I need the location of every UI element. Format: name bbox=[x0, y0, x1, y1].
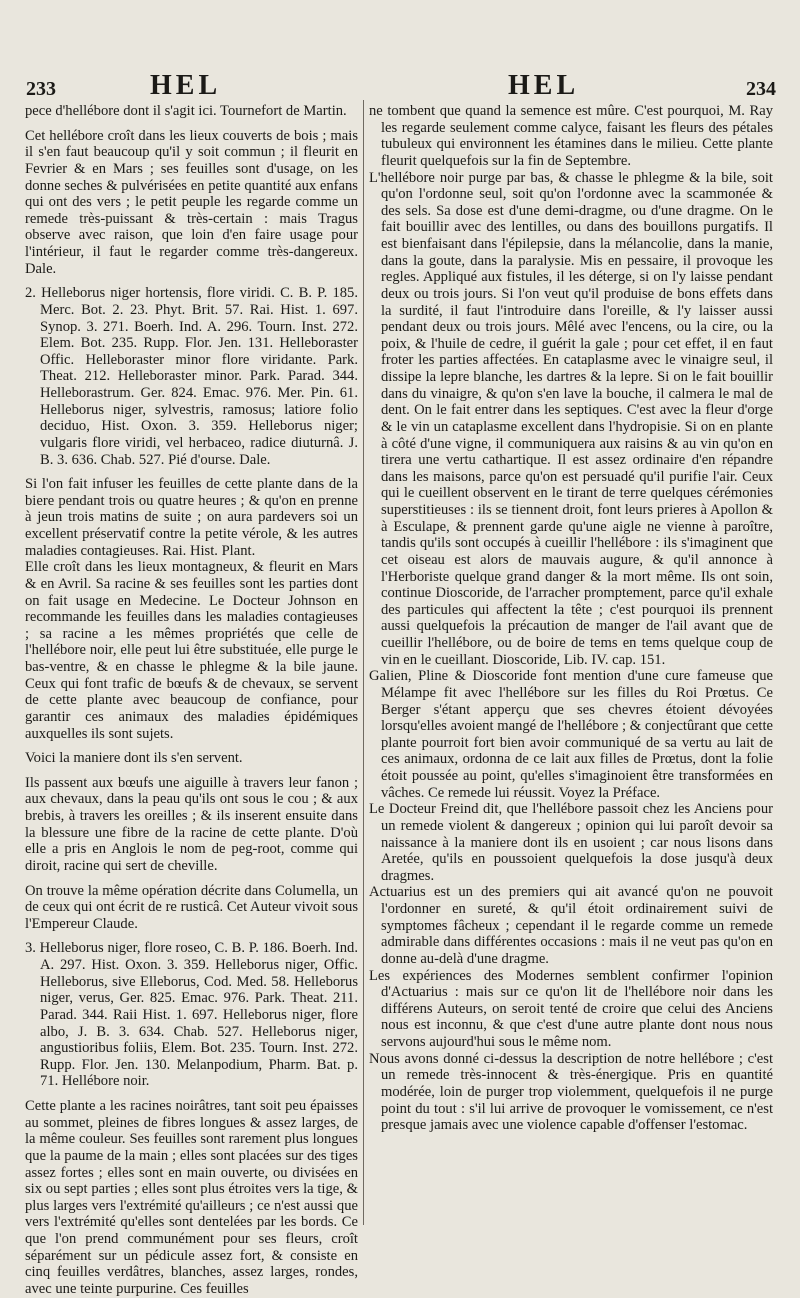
headword-right: HEL bbox=[508, 70, 580, 101]
paragraph: Cet hellébore croît dans les lieux couverts de bois ; mais il s'en faut beaucoup qu'il y soit commun ; il fleurit en Fevrier & en Mars ; ses feuilles sont d'usage, on les donne seches & pulvérisées en petite quantité aux enfans qui ont des vers ; le petit peuple les regarde comme un remede très-puissant & très-certain : mais Tragus observe avec raison, que loin d'en faire usage pour l'intérieur, il faut le regarder comme très-dangereux. Dale. bbox=[25, 127, 358, 277]
paragraph: Galien, Pline & Dioscoride font mention d'une cure fameuse que Mélampe fit avec l'hellébore sur les filles du Roi Prœtus. Ce Berger s'étant apperçu que ses chevres étoient dévoyées lorsqu'elles avoient mangé de l'hellébore ; & conjectûrant que cette plante pourroit fort bien avoir communiqué de sa vertu au lait de ces animaux, ordonna de ce lait aux filles de Prœtus, dont la folie étoit poussée au point, qu'elles s'imaginoient être transformées en vâches. Ce remede lui réussit. Voyez la Préface. bbox=[369, 668, 773, 801]
paragraph: Elle croît dans les lieux montagneux, & fleurit en Mars & en Avril. Sa racine & ses feuilles sont les parties dont on fait usage en Medecine. Le Docteur Johnson en recommande les feuilles dans les maladies contagieuses ; sa racine a les mêmes propriétés que celle de l'hellébore noir, elle peut lui être substituée, elle purge le bas-ventre, & en chasse le phlegme & la bile jaune. Ceux qui font trafic de bœufs & de chevaux, se servent de cette plante avec beaucoup de confiance, pour garantir ces animaux des maladies épidémiques auxquelles ils sont sujets. bbox=[25, 559, 358, 742]
paragraph: Actuarius est un des premiers qui ait avancé qu'on ne pouvoit l'ordonner en sureté, & qu'il étoit ordinairement suivi de symptomes fâcheux ; cependant il le regarde comme un remede admirable dans différentes occasions : mais il ne veut pas qu'on en donne au-delà d'une dragme. bbox=[369, 884, 773, 967]
paragraph: Ils passent aux bœufs une aiguille à travers leur fanon ; aux chevaux, dans la peau qu'ils ont sous le cou ; & aux brebis, à travers les oreilles ; & ils inserent ensuite dans la blessure une fibre de la racine de cette plante. D'où elle a pris en Anglois le nom de peg-root, comme qui diroit, racine qui sert de cheville. bbox=[25, 774, 358, 874]
paragraph: pece d'hellébore dont il s'agit ici. Tournefort de Martin. bbox=[25, 103, 347, 119]
column-divider bbox=[363, 100, 364, 1225]
page-number-left: 233 bbox=[26, 78, 56, 100]
paragraph: L'hellébore noir purge par bas, & chasse le phlegme & la bile, soit qu'on l'ordonne seul, soit qu'on l'ordonne avec la scammonée & des sels. Sa dose est d'une demi-dragme, ou d'une dragme. On le fait bouillir avec des lentilles, ou dans des bouillons purgatifs. Il est bienfaisant dans l'épilepsie, dans la mélancolie, dans la manie, dans la goute, dans la paralysie. Mis en pessaire, il provoque les regles. Appliqué aux fistules, il les déterge, si on l'y laisse pendant deux ou trois jours. Si l'on veut qu'il produise de bons effets dans la surdité, il faut l'introduire dans l'oreille, & l'y laisser aussi pendant deux ou trois jours. Mêlé avec l'encens, ou la cire, ou la poix, & l'huile de cedre, il guérit la gale ; pour cet effet, il en faut froter les parties affectées. En cataplasme avec le vinaigre seul, il dissipe la lepre blanche, les dartres & la lepre. Si on le fait bouillir dans du vinaigre, & qu'on s'en lave la bouche, il calmera le mal de dent. On le fait entrer dans les septiques. C'est avec la fleur d'orge & le vin un cataplasme excellent dans l'hydropisie. Si on en plante à côté d'une vigne, il communiquera aux raisins & au vin qu'on en tirera une vertu cathartique. Il est assez ordinaire d'en répandre dans les maisons, parce qu'on est persuadé qu'il purifie l'air. Ceux qui le cueillent observent en le tirant de terre quelques cérémonies superstitieuses : ils se tiennent droit, font leurs prieres à Apollon & à Esculape, & prennent garde qu'une aigle ne vienne à paroître, tandis qu'ils sont occupés à cueillir l'hellébore : ils s'imaginent que cet oiseau est alors de mauvais augure, & qu'il annonce à l'Herboriste quelque grand danger & la mort même. Ils ont soin, continue Dioscoride, de l'arracher promptement, parce qu'il exhale des particules qui affectent la tête ; c'est pourquoi ils prennent aussi quelquefois la précaution de manger de l'ail avant que de cueillir l'hellébore, ou de boire de tems en tems quelque coup de vin en le cueillant. Dioscoride, Lib. IV. cap. 151. bbox=[369, 169, 773, 668]
paragraph: ne tombent que quand la semence est mûre. C'est pourquoi, M. Ray les regarde seulement comme calyce, faisant les fleurs des pétales tubuleux qui environnent les étamines dans le milieu. Cette plante fleurit quelquefois sur la fin de Septembre. bbox=[369, 103, 773, 169]
paragraph: Si l'on fait infuser les feuilles de cette plante dans de la biere pendant trois ou quatre heures ; & qu'on en prenne à jeun trois matins de suite ; on aura pardevers soi un excellent préservatif contre la petite vérole, & les autres maladies contagieuses. Rai. Hist. Plant. bbox=[25, 476, 358, 559]
paragraph: Nous avons donné ci-dessus la description de notre hellébore ; c'est un remede très-innocent & très-énergique. Pris en quantité modérée, loin de purger trop violemment, quelquefois il ne purge point du tout : s'il lui arrive de provoquer le vomissement, ce n'est presque jamais avec une violence capable d'offenser l'estomac. bbox=[369, 1050, 773, 1134]
paragraph: 3. Helleborus niger, flore roseo, C. B. P. 186. Boerh. Ind. A. 297. Hist. Oxon. 3. 359. Helleborus niger, Offic. Helleborus, sive Elleborus, Cod. Med. 58. Helleborus niger, verus, Ger. 825. Emac. 976. Park. Theat. 211. Parad. 344. Raii Hist. 1. 697. Helleborus niger, flore albo, J. B. 3. 634. Chab. 527. Helleborus niger, angustioribus foliis, Elem. Bot. 235. Tourn. Inst. 272. Rupp. Flor. Jen. 130. Melanpodium, Pharm. Bat. p. 71. Hellébore noir. bbox=[25, 940, 358, 1090]
page-number-right: 234 bbox=[746, 78, 776, 100]
paragraph: Les expériences des Modernes semblent confirmer l'opinion d'Actuarius : mais sur ce qu'on lit de l'hellébore noir dans les différens Auteurs, on seroit tenté de croire que celui des Anciens nous est inconnu, & que c'est d'une autre plante dont nous nous servons aujourd'hui sous le même nom. bbox=[369, 967, 773, 1050]
headword-left: HEL bbox=[150, 70, 222, 101]
paragraph: Voici la maniere dont ils s'en servent. bbox=[25, 750, 243, 767]
paragraph: 2. Helleborus niger hortensis, flore viridi. C. B. P. 185. Merc. Bot. 2. 23. Phyt. Brit. 57. Rai. Hist. 1. 697. Synop. 3. 271. Boerh. Ind. A. 296. Tourn. Inst. 272. Elem. Bot. 235. Rupp. Flor. Jen. 131. Helleboraster Offic. Helleboraster minor flore viridante. Park. Theat. 212. Helleboraster minor. Park. Parad. 344. Helleborastrum. Ger. 824. Emac. 976. Mer. Pin. 61. Helleborus niger, sylvestris, ramosus; latiore folio deciduo, Hist. Oxon. 3. 359. Helleborus niger; vulgaris flore viridi, vel herbaceo, radice diuturnâ. J. B. 3. 636. Chab. 527. Pié d'ourse. Dale. bbox=[25, 285, 358, 468]
paragraph: On trouve la même opération décrite dans Columella, un de ceux qui ont écrit de re rusticâ. Cet Auteur vivoit sous l'Empereur Claude. bbox=[25, 882, 358, 932]
paragraph: Cette plante a les racines noirâtres, tant soit peu épaisses au sommet, pleines de fibres longues & assez larges, de la même couleur. Ses feuilles sont rarement plus longues que la paume de la main ; elles sont placées sur des tiges assez fortes ; elles sont en main ouverte, ou divisées en six ou sept parties ; elles sont plus étroites vers la tige, & plus larges vers l'extrémité qu'ailleurs ; ce n'est aussi que vers l'extrémité qu'elles sont dentelées par les bords. Ce que l'on prend communément pour ses fleurs, croît séparément sur un pédicule assez fort, & consiste en cinq feuilles verdâtres, blanches, assez larges, rondes, avec une teinte purpurine. Ces feuilles bbox=[25, 1098, 358, 1297]
paragraph: Le Docteur Freind dit, que l'hellébore passoit chez les Anciens pour un remede violent & dangereux ; opinion qui lui paroît devoir sa naissance à la maniere dont ils en usoient ; car nous lisons dans Aretée, qu'ils en poussoient quelquefois la dose jusqu'à deux dragmes. bbox=[369, 801, 773, 884]
right-column bbox=[369, 103, 773, 1134]
left-column bbox=[25, 103, 358, 1298]
